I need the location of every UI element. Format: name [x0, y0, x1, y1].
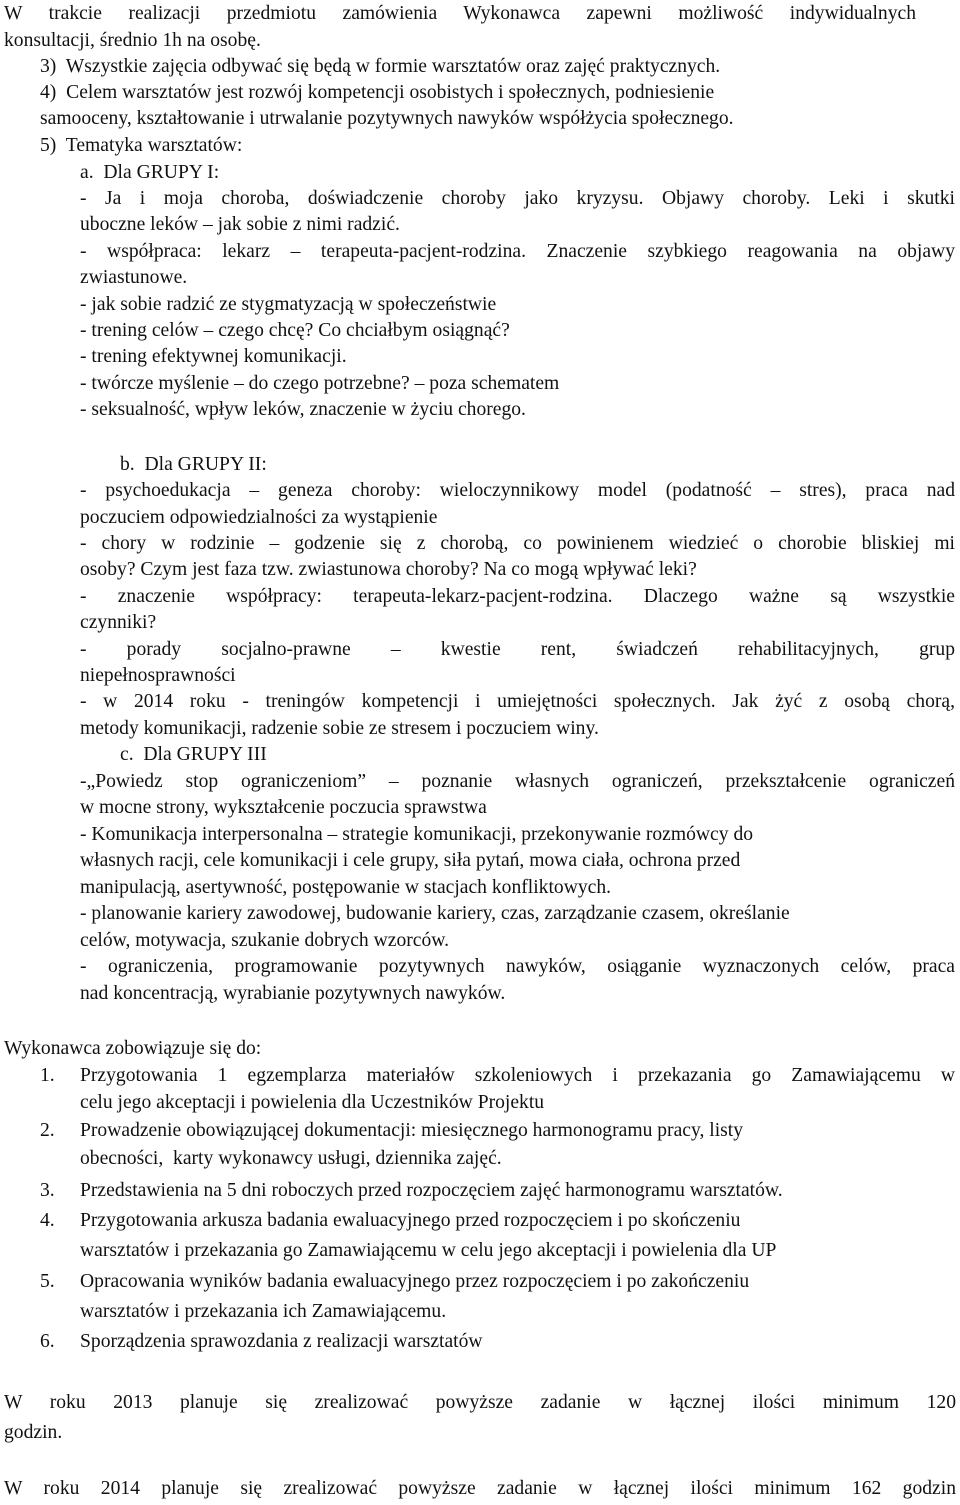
text-line: nad koncentracją, wyrabianie pozytywnych nawyków. [80, 983, 506, 1004]
list-item: warsztatów i przekazania go Zamawiającemu w celu jego akceptacji i powielenia dla UP [80, 1240, 777, 1261]
list-item: Opracowania wyników badania ewaluacyjnego przez rozpoczęciem i po zakończeniu [80, 1271, 750, 1292]
text-line: konsultacji, średnio 1h na osobę. [4, 30, 261, 51]
list-item: celu jego akceptacji i powielenia dla Uczestników Projektu [80, 1092, 545, 1113]
list-item: Sporządzenia sprawozdania z realizacji warsztatów [80, 1331, 483, 1352]
text-line: osoby? Czym jest faza tzw. zwiastunowa choroby? Na co mogą wpływać leki? [80, 559, 697, 580]
text-line: - współpraca: lekarz – terapeuta-pacjent-rodzina. Znaczenie szybkiego reagowania na objawy [80, 241, 955, 262]
text-line: - Ja i moja choroba, doświadczenie choroby jako kryzysu. Objawy choroby. Leki i skutki [80, 188, 955, 209]
text-line: W roku 2013 planuje się zrealizować powyższe zadanie w łącznej ilości minimum 120 [4, 1392, 956, 1413]
list-item: obecności, karty wykonawcy usługi, dziennika zajęć. [80, 1148, 502, 1169]
text-line: -„Powiedz stop ograniczeniom” – poznanie własnych ograniczeń, przekształcenie ograniczeń [80, 771, 955, 792]
text-line: - trening celów – czego chcę? Co chciałbym osiągnąć? [80, 320, 510, 341]
subheading: c. Dla GRUPY III [120, 744, 267, 765]
text-line: - planowanie kariery zawodowej, budowanie kariery, czas, zarządzanie czasem, określanie [80, 903, 790, 924]
text-line: uboczne leków – jak sobie z nimi radzić. [80, 214, 400, 235]
text-line: samooceny, kształtowanie i utrwalanie pozytywnych nawyków współżycia społecznego. [40, 108, 734, 129]
text-line: czynniki? [80, 612, 157, 633]
text-line: zwiastunowe. [80, 267, 188, 288]
text-line: - znaczenie współpracy: terapeuta-lekarz-pacjent-rodzina. Dlaczego ważne są wszystkie [80, 586, 955, 607]
text-line: 5) Tematyka warsztatów: [40, 135, 243, 156]
text-line: - psychoedukacja – geneza choroby: wieloczynnikowy model (podatność – stres), praca nad [80, 480, 955, 501]
subheading: a. Dla GRUPY I: [80, 162, 220, 183]
list-number: 6. [40, 1331, 55, 1352]
subheading: b. Dla GRUPY II: [120, 454, 267, 475]
text-line: W roku 2014 planuje się zrealizować powyższe zadanie w łącznej ilości minimum 162 godzin [4, 1478, 956, 1499]
text-line: - jak sobie radzić ze stygmatyzacją w społeczeństwie [80, 294, 497, 315]
text-line: - porady socjalno-prawne – kwestie rent, świadczeń rehabilitacyjnych, grup [80, 639, 955, 660]
list-number: 3. [40, 1180, 55, 1201]
list-item: Przedstawienia na 5 dni roboczych przed rozpoczęciem zajęć harmonogramu warsztatów. [80, 1180, 783, 1201]
section-heading: Wykonawca zobowiązuje się do: [4, 1038, 262, 1059]
text-line: manipulacją, asertywność, postępowanie w stacjach konfliktowych. [80, 877, 612, 898]
text-line: - trening efektywnej komunikacji. [80, 346, 347, 367]
text-line: metody komunikacji, radzenie sobie ze stresem i poczuciem winy. [80, 718, 599, 739]
text-line: - seksualność, wpływ leków, znaczenie w życiu chorego. [80, 399, 526, 420]
text-line: niepełnosprawności [80, 665, 236, 686]
text-line: 4) Celem warsztatów jest rozwój kompetencji osobistych i społecznych, podniesienie [40, 82, 715, 103]
text-line: W trakcie realizacji przedmiotu zamówienia Wykonawca zapewni możliwość indywidualnych [4, 3, 916, 24]
text-line: - Komunikacja interpersonalna – strategie komunikacji, przekonywanie rozmówcy do [80, 824, 754, 845]
text-line: celów, motywacja, szukanie dobrych wzorców. [80, 930, 450, 951]
text-line: godzin. [4, 1422, 63, 1443]
list-number: 2. [40, 1120, 55, 1141]
text-line: - w 2014 roku - treningów kompetencji i umiejętności społecznych. Jak żyć z osobą chorą, [80, 691, 955, 712]
text-line: - ograniczenia, programowanie pozytywnych nawyków, osiąganie wyznaczonych celów, praca [80, 956, 955, 977]
text-line: 3) Wszystkie zajęcia odbywać się będą w formie warsztatów oraz zajęć praktycznych. [40, 56, 721, 77]
list-item: Prowadzenie obowiązującej dokumentacji: miesięcznego harmonogramu pracy, listy [80, 1120, 744, 1141]
list-item: warsztatów i przekazania ich Zamawiającemu. [80, 1301, 447, 1322]
list-number: 1. [40, 1065, 55, 1086]
text-line: w mocne strony, wykształcenie poczucia sprawstwa [80, 797, 487, 818]
text-line: - chory w rodzinie – godzenie się z chorobą, co powinienem wiedzieć o chorobie bliskiej mi [80, 533, 955, 554]
list-number: 5. [40, 1271, 55, 1292]
list-item: Przygotowania 1 egzemplarza materiałów szkoleniowych i przekazania go Zamawiającemu w [80, 1065, 955, 1086]
text-line: poczuciem odpowiedzialności za wystąpienie [80, 507, 438, 528]
list-item: Przygotowania arkusza badania ewaluacyjnego przed rozpoczęciem i po skończeniu [80, 1210, 741, 1231]
list-number: 4. [40, 1210, 55, 1231]
text-line: - twórcze myślenie – do czego potrzebne? – poza schematem [80, 373, 560, 394]
text-line: własnych racji, cele komunikacji i cele grupy, siła pytań, mowa ciała, ochrona przed [80, 850, 741, 871]
